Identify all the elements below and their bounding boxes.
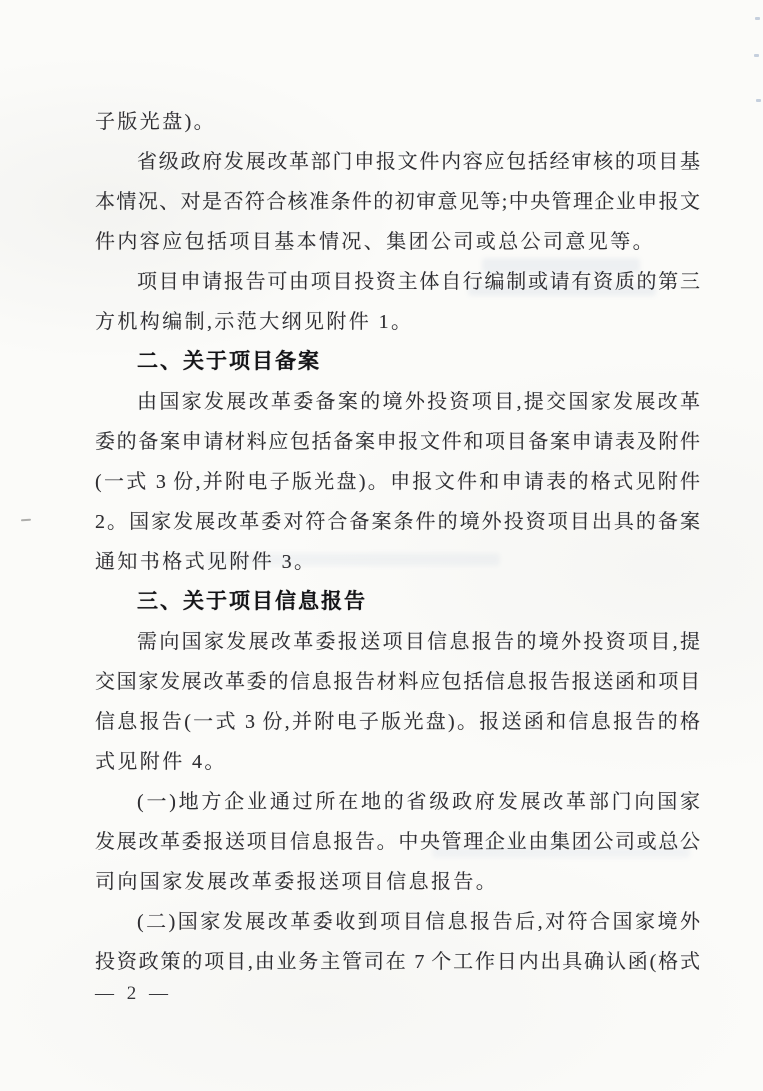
text-line: 省级政府发展改革部门申报文件内容应包括经审核的项目基 [137, 151, 700, 173]
text-line: 需向国家发展改革委报送项目信息报告的境外投资项目,提 [137, 631, 700, 653]
text-line: 子版光盘)。 [95, 111, 217, 133]
text-line: 发展改革委报送项目信息报告。中央管理企业由集团公司或总公 [95, 831, 700, 853]
scan-speck [754, 54, 759, 57]
text-line: 司向国家发展改革委报送项目信息报告。 [95, 871, 499, 893]
scan-speck [756, 99, 761, 102]
scan-artifact-dash [21, 519, 31, 522]
text-line: 交国家发展改革委的信息报告材料应包括信息报告报送函和项目 [95, 671, 700, 693]
text-line: 件内容应包括项目基本情况、集团公司或总公司意见等。 [95, 231, 655, 253]
text-line: 投资政策的项目,由业务主管司在 7 个工作日内出具确认函(格式 [95, 951, 700, 973]
section-heading: 三、关于项目信息报告 [137, 590, 367, 613]
scan-speck [755, 17, 760, 20]
document-body [95, 102, 700, 982]
text-line: 本情况、对是否符合核准条件的初审意见等;中央管理企业申报文 [95, 191, 700, 213]
text-line: 由国家发展改革委备案的境外投资项目,提交国家发展改革 [137, 391, 700, 413]
text-line: 式见附件 4。 [95, 751, 227, 773]
text-line: 2。国家发展改革委对符合备案条件的境外投资项目出具的备案 [95, 511, 700, 533]
text-line: (二)国家发展改革委收到项目信息报告后,对符合国家境外 [137, 911, 700, 933]
text-line: (一式 3 份,并附电子版光盘)。申报文件和申请表的格式见附件 [95, 471, 700, 493]
text-line: 信息报告(一式 3 份,并附电子版光盘)。报送函和信息报告的格 [95, 711, 700, 733]
section-heading: 二、关于项目备案 [137, 350, 321, 373]
page-number: — 2 — [95, 983, 172, 1004]
text-line: (一)地方企业通过所在地的省级政府发展改革部门向国家 [137, 791, 700, 813]
text-line: 方机构编制,示范大纲见附件 1。 [95, 311, 414, 333]
text-line: 通知书格式见附件 3。 [95, 551, 317, 573]
text-line: 委的备案申请材料应包括备案申报文件和项目备案申请表及附件 [95, 431, 700, 453]
text-line: 项目申请报告可由项目投资主体自行编制或请有资质的第三 [137, 271, 700, 293]
